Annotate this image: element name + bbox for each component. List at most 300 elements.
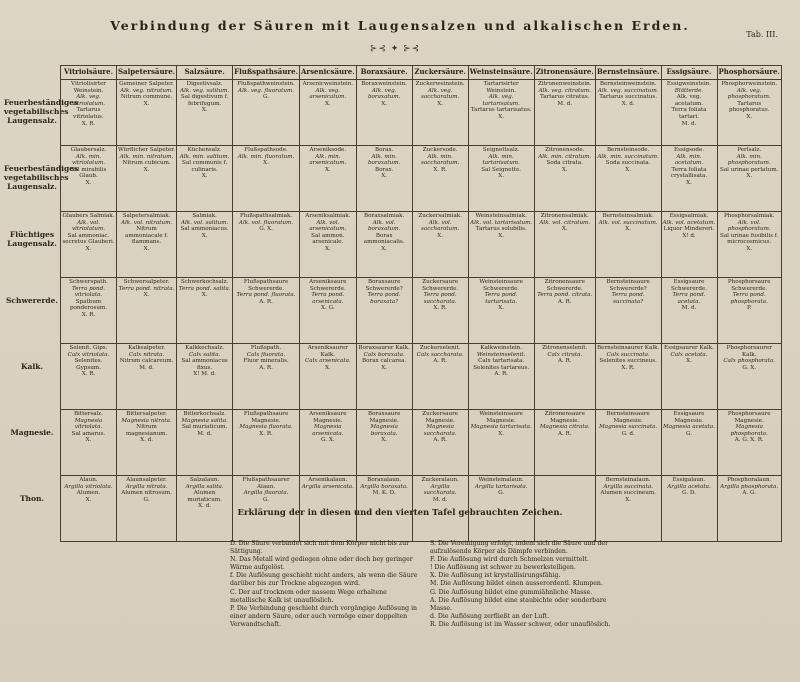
cell-line: Argilla nitrata. [125,483,168,490]
cell-line: Alk. min. fluoratum. [237,153,295,160]
cell-line: Terra foliata crystallisata. [670,166,708,180]
table-cell [177,146,233,212]
cell-line: Terra pond. arsenicata. [311,292,345,305]
cell-line: Nitrum calcareum. [119,358,174,365]
table-cell [717,80,781,146]
cell-line: Flußspathweinstein. [237,81,295,87]
cell-line: Alk. veg. saccharatum. [420,87,460,101]
cell-line: A. G. X. R. [734,437,764,444]
column-header: Essigsäure. [661,66,717,80]
cell-line: X. [686,358,692,365]
cell-line: Alk. vol. acetatum. [662,219,716,226]
cell-line: X. [746,245,753,252]
cell-line: X. [625,166,632,173]
cell-line: Gemeiner Salpeter. [119,81,174,87]
table-row [61,146,782,212]
cell-line: Liquor Mindereri. [663,226,715,233]
cell-line: Sal mirabilis Glaub. [70,166,107,180]
cell-line: Alk. min. succinatum. [597,153,659,160]
cell-line: Zuckersaure Schwererde. [422,279,459,292]
cell-line: Selenit. Gips. [69,345,108,351]
cell-line: Flußspathsode. [244,147,288,153]
table-cell [300,212,357,278]
table-cell [117,146,177,212]
table-cell [412,410,468,476]
table-cell [717,146,781,212]
row-label: Feuerbeständiges vegetabilisches Laugensalz. [4,98,79,125]
cell-line: Alk. min. vitriolatum. [71,153,106,167]
cell-line: A. R. [259,364,273,371]
cell-line: X. [85,245,92,252]
column-header: Phosphorsäure. [717,66,781,80]
cell-line: Borax. [374,166,394,173]
cell-line: X. R. [81,120,96,127]
cell-line: Flußspathsaurer Alaun. [242,477,290,490]
cell-line: X. [498,430,505,437]
cell-line: Alk. min. nitratum. [119,153,174,160]
table-cell [117,410,177,476]
table-cell [233,212,300,278]
table-number: Tab. III. [746,30,778,39]
cell-line: X. [201,173,208,180]
cell-line: X. [561,226,568,233]
cell-line: Kalkkochsalz. [185,345,225,351]
table-cell [356,410,412,476]
cell-line: X. [381,245,388,252]
legend-item: C. Der auf trocknem oder nassem Wege erhaltene metallische Kalk ist unauflöslich. [230,588,387,604]
table-cell [117,344,177,410]
cell-line: G. [685,430,693,437]
table-row [61,344,782,410]
table-cell [661,146,717,212]
cell-line: Magnesia vitriolata. [74,417,103,431]
cell-line: G. [263,94,270,101]
table-cell [117,212,177,278]
cell-line: Argilla arsenicata. [301,483,354,490]
cell-line: Boraxalaun. [367,477,402,483]
cell-line: Boraxsaure Magnesie. [367,411,401,424]
legend-item: A. Die Auflösung bildet eine staubichte oder sonderbare Masse. [430,596,607,612]
cell-line: Essigsaure Magnesie. [673,411,705,424]
cell-line: Arseniksaure Schwererde. [309,279,347,292]
cell-line: Weinsteinsaure Magnesie. [479,411,523,424]
cell-line: X. [498,232,505,239]
table-cell [300,80,357,146]
cell-line: X. G. [321,305,335,312]
cell-line: X. R. [81,311,96,318]
legend-item: d. Die Auflösung zerfließt an der Luft. [430,612,550,620]
cell-line: X. [324,100,331,107]
legend-item: P. Die Verbindung geschieht durch vorgängige Auflösung in einer andern Säure, oder auch vermöge einer doppelten Verwandtschaft. [230,604,418,628]
cell-line: Zitronenweinstein. [537,81,592,87]
cell-line: Bernsteinsaure Magnesie. [606,411,650,424]
cell-line: Tartarus citratus. [540,94,590,101]
cell-line: G. D. [682,490,696,497]
cell-line: Alk. veg. nitratum. [120,87,174,94]
column-header: Bernsteinsäure. [595,66,661,80]
cell-line: Alk. vol. citratum. [539,219,591,226]
table-cell [661,344,717,410]
cell-line: Tartarus succinatus. [599,94,658,101]
row-label: Thon. [19,494,45,503]
column-header: Salpetersäure. [117,66,177,80]
table-cell [595,410,661,476]
cell-line: Glaubers Salmiak. [62,213,115,219]
cell-line: Terra pond. citrata. [537,292,593,299]
cell-line: X. [498,305,505,312]
cell-line: Tartarus vitriolatus. [73,107,104,120]
cell-line: Argilla tartarisata. [474,483,528,490]
affinity-table [60,65,782,542]
table-cell [117,278,177,344]
cell-line: Alk. veg. acetatum. [674,94,704,107]
column-header: Salzsäure. [177,66,233,80]
cell-line: Arsenikalaun. [308,477,348,483]
cell-line: Alk. vol. tartarisatum. [470,219,533,226]
cell-line: Argilla boraxata. [360,483,408,490]
cell-line: Boraxsalmiak. [364,213,405,219]
cell-line: Zuckersalmiak. [418,213,462,219]
cell-line: Magnesia citrata. [539,424,590,431]
table-cell [177,80,233,146]
cell-line: G. X. [259,226,273,233]
cell-line: Calx citrata. [547,351,583,358]
cell-line: Zuckersode. [422,147,458,153]
cell-line: Alaun. [79,477,98,483]
cell-line: Sal muriaticum. [181,424,228,431]
cell-line: Calx boraxata. [363,351,405,358]
table-cell [177,278,233,344]
table-cell [61,212,117,278]
cell-line: Alk. vol. saccharatum. [420,219,460,233]
cell-line: X. [498,113,505,120]
table-cell [534,212,595,278]
row-label: Feuerbeständiges vegetabilisches Laugensalz. [4,164,79,191]
cell-line: X. [498,173,505,180]
table-cell [468,344,534,410]
table-cell [534,146,595,212]
table-cell [356,212,412,278]
table-cell [468,80,534,146]
cell-line: Würflicher Salpeter. [118,147,176,153]
cell-line: Phosphorsaure Schwererde. [727,279,771,292]
cell-line: X. [85,437,92,444]
cell-line: Calx salita. [188,351,221,358]
legend-title: Erklärung der in diesen und den vierten Tafel gebrauchten Zeichen. [237,508,563,518]
cell-line: Sal digestivum f. febrifugum. [180,94,229,107]
cell-line: P. [747,305,752,312]
cell-line: Terra pond. succinata? [611,292,645,305]
cell-line: Nitrum magnesianum. [125,424,168,437]
cell-line: Zitronensaure Schwererde. [544,279,585,292]
cell-line: Arseniksaurer Kalk. [307,345,348,358]
legend-item: ! Die Auflösung ist schwer zu bewerkstelligen. [430,564,576,572]
cell-line: Borax ammoniacalis. [363,232,405,246]
cell-line: Alk. min. acetatum. [674,153,704,167]
cell-line: M. d. [197,430,212,437]
cell-line: Seignettsalz. [482,147,520,153]
legend-item: S. Die Vereinigung erfolgt, indem sich die Säure und der aufzulösende Körper als Dämpfe verbinden. [430,540,609,556]
cell-line: Glaubersalz. [70,147,107,153]
cell-line: Terra pond. salita. [178,285,231,292]
cell-line: Kalkweinstein. [480,345,523,351]
table-row [61,410,782,476]
column-header: Vitriolsäure. [61,66,117,80]
cell-line: Arseniksaure Magnesie. [309,411,347,424]
cell-line: Salmiak. [192,213,217,219]
legend-item: D. Die Säure verbindet sich mit dem Körper nicht bis zur Sättigung. [230,540,410,556]
cell-line: G. d. [621,430,635,437]
cell-line: X. d. [198,503,212,510]
cell-line: Alk. veg. fluoratum. [238,87,295,94]
cell-line: X. [85,496,92,503]
column-header: Boraxsäure. [356,66,412,80]
cell-line: A. R. [433,437,447,444]
cell-line: Spathum ponderosum. [69,298,108,312]
cell-line: Vitriolisirter Weinstein. [71,81,106,94]
cell-line: X. R. [433,305,447,312]
cell-line: Zitronensaure Magnesie. [544,411,585,424]
table-cell [595,278,661,344]
cell-line: X. [381,173,388,180]
cell-line: Magnesia arsenicata. [312,424,344,437]
cell-line: Alk. veg. arsenicatum. [309,87,347,101]
cell-line: Alk. veg. boraxatum. [367,87,401,101]
cell-line: Bernsteinalaun. [605,477,651,483]
table-cell [356,80,412,146]
cell-line: X. [746,173,753,180]
cell-line: Terra pond. phosphorata. [730,292,768,305]
table-row [61,212,782,278]
cell-line: Nitrum cubicum. [122,160,171,167]
cell-line: X. R. [433,166,447,173]
cell-line: Selenites tartareus. [473,364,530,371]
table-cell [661,278,717,344]
cell-line: X. R. [259,430,273,437]
cell-line: X. [263,160,269,167]
table-cell [61,410,117,476]
cell-line: Essigweinstein. [666,81,712,87]
table-cell [233,146,300,212]
cell-line: A. R. [557,430,572,437]
table-cell [233,80,300,146]
cell-line: Phosphorsalmiak. [724,213,775,219]
cell-line: Terra foliata tartari. [671,107,707,120]
legend-left [230,540,420,629]
cell-line: X! d. [682,232,696,239]
cell-line: Calx tartarisata. [478,358,525,365]
cell-line: Calx vitriolata. [67,351,110,358]
row-label: Kalk. [20,362,44,371]
cell-line: Sal ammoniacus. [180,226,229,233]
cell-line: Bernsteinsaurer Kalk. [597,345,660,351]
cell-line: Alk. min. phosphoratum. [727,153,771,167]
cell-line: G. [498,490,505,497]
cell-line: Boraxsaurer Kalk. [358,345,410,351]
cell-line: Zuckerselenit. [419,345,461,351]
cell-line: Alk. vol. boraxatum. [367,219,401,233]
cell-line: X. [324,166,331,173]
cell-line: Zuckeralaun. [421,477,459,483]
table-cell [468,146,534,212]
cell-line: M. d. [432,496,448,503]
cell-line: Schwerkochsalz. [180,279,229,285]
cell-line: Arsenicweinstein. [302,81,354,87]
cell-line: Zitronenselenit. [542,345,588,351]
cell-line: X. R. [621,364,635,371]
cell-line: Arseniksode. [309,147,347,153]
cell-line: Argilla salita. [185,483,224,490]
cell-line: Alk. min. salitum. [179,153,230,160]
table-cell [595,344,661,410]
cell-line: Alk. min. tartarisatum. [482,153,520,167]
cell-line: X. [143,245,150,252]
table-cell [61,146,117,212]
cell-line: X! M. d. [193,371,216,378]
cell-line: M. d. [557,100,573,107]
cell-line: Calx nitrata. [128,351,165,358]
table-cell [534,278,595,344]
cell-line: Flußspathsaure Magnesie. [243,411,289,424]
legend-right [430,540,620,629]
table-cell [412,80,468,146]
page-title: Verbindung der Säuren mit Laugensalzen und alkalischen Erden. [110,18,690,33]
cell-line: Calx saccharata. [416,351,464,358]
cell-line: Argilla vitriolata. [64,483,113,490]
table-cell [61,344,117,410]
cell-line: Boraxsaure Schwererde? [365,279,403,292]
cell-line: Terra pond. acetata. [672,292,706,305]
table-cell [356,278,412,344]
cell-line: Calx phosphorata. [723,358,776,365]
cell-line: A. R. [494,371,508,378]
cell-line: Selenites succineus. [599,358,657,365]
cell-line: Magnesia boraxata. [370,424,398,437]
cell-line: Tartarus solubilis. [475,226,527,233]
table-cell [468,410,534,476]
cell-line: Calx succinata. [606,351,650,358]
cell-line: Sal urinae perlatum. [720,166,779,173]
cell-line: Terra pond. saccharata. [423,292,457,305]
cell-line: X. [85,179,92,186]
table-cell [468,212,534,278]
table-cell [300,146,357,212]
legend-item: X. Die Auflösung ist krystallisirungsfähig. [430,572,561,580]
cell-line: Salzalaun. [189,477,220,483]
cell-line: Bittersalpeter. [126,411,167,417]
cell-line: A. G. [742,490,757,497]
cell-line: X. [625,226,632,233]
cell-line: A. R. [259,298,273,305]
cell-line: Borax. [374,147,394,153]
cell-line: Terra pond. vitriolata. [72,285,105,299]
cell-line: Fluor mineralis. [243,358,289,365]
cell-line: X. [201,107,208,114]
cell-line: Magnesia fluorata. [239,424,293,431]
cell-line: G. [263,496,270,503]
table-cell [300,278,357,344]
cell-line: Sal urinae fusibilis f. microcosmicus. [720,232,779,246]
cell-line: X. [381,364,388,371]
cell-line: Bernsteinsode. [606,147,650,153]
cell-line: Sal Seignette. [481,166,522,173]
cell-line: Alk. vol. nitratum. [120,219,173,226]
table-cell [412,344,468,410]
table-cell [177,212,233,278]
cell-line: Soda succinata. [605,160,651,167]
cell-line: Alk. veg. citratum. [538,87,591,94]
row-label: Schwererde. [6,296,58,305]
cell-line: Sal ammoniacus fixus. [181,358,228,371]
cell-line: Magnesia phosphorata. [730,424,768,437]
table-cell [717,344,781,410]
table-row [61,278,782,344]
table-cell [717,212,781,278]
cell-line: Magnesia succinata. [599,424,658,431]
cell-line: Phosphorsaurer Kalk. [726,345,772,358]
cell-line: Salpetersalmiak. [122,213,171,219]
cell-line: Küchensalz. [187,147,222,153]
legend-item: R. Die Auflösung ist im Wasser schwer, oder unauflöslich. [430,620,611,628]
cell-line: Arseniksalmiak. [305,213,351,219]
cell-line: Alk. min. saccharatum. [420,153,460,167]
cell-line: Essigsode. [673,147,705,153]
cell-line: Bittersalz. [73,411,104,417]
cell-line: Zitronensalmiak. [540,213,589,219]
column-header: Arsenicsäure. [300,66,357,80]
cell-line: Weinsteinalaun. [478,477,524,483]
table-cell [534,410,595,476]
cell-line: Flußspathsaure Schwererde. [243,279,289,292]
table-cell [356,344,412,410]
legend-item: G. Die Auflösung bildet eine gummiähnliche Masse. [430,588,593,596]
column-header: Flußspathsäure. [233,66,300,80]
cell-line: A. R. [433,358,447,365]
cell-line: Sal amarus. [71,430,106,437]
cell-line: Selenites. Gypsum. [74,358,103,371]
cell-line: Nitrum commune. [120,94,173,101]
cell-line: Perlsalz. [737,147,762,153]
cell-line: Bernsteinweinstein. [599,81,657,87]
cell-line: Alk. vol. arsenicatum. [309,219,347,233]
table-cell [595,80,661,146]
table-cell [61,278,117,344]
cell-line: Terra pond. fluorata. [236,292,296,299]
cell-line: X. [561,166,568,173]
table-cell [117,80,177,146]
cell-line: Schwersalpeter. [123,279,170,285]
cell-line: Alk. veg. tartarisatum. [482,94,520,107]
cell-line: Alk. vol. vitriolatum. [71,219,106,233]
cell-line: Phosphorweinstein. [721,81,778,87]
cell-line: G. X. [742,364,757,371]
cell-line: Tartarus phosphoratus. [728,100,770,114]
table-row [61,80,782,146]
table-cell [412,146,468,212]
cell-line: Alk. veg. phosphoratum. [727,87,771,101]
cell-line: X. [143,166,150,173]
table-cell [177,410,233,476]
cell-line: Argilla fluorata. [243,490,289,497]
cell-line: Weinsteinselenit. [476,351,526,358]
cell-line: Zitronensode. [545,147,585,153]
cell-line: Digestivsalz. [186,81,223,87]
cell-line: Zuckerweinstein. [415,81,465,87]
cell-line: Essigsalmiak. [669,213,709,219]
cell-line: Alk. vol. succinatum. [598,219,658,226]
ornament: ⊱⊰ ✦ ⊱⊰ [369,44,421,54]
cell-line: Magnesia acetata. [662,424,716,431]
